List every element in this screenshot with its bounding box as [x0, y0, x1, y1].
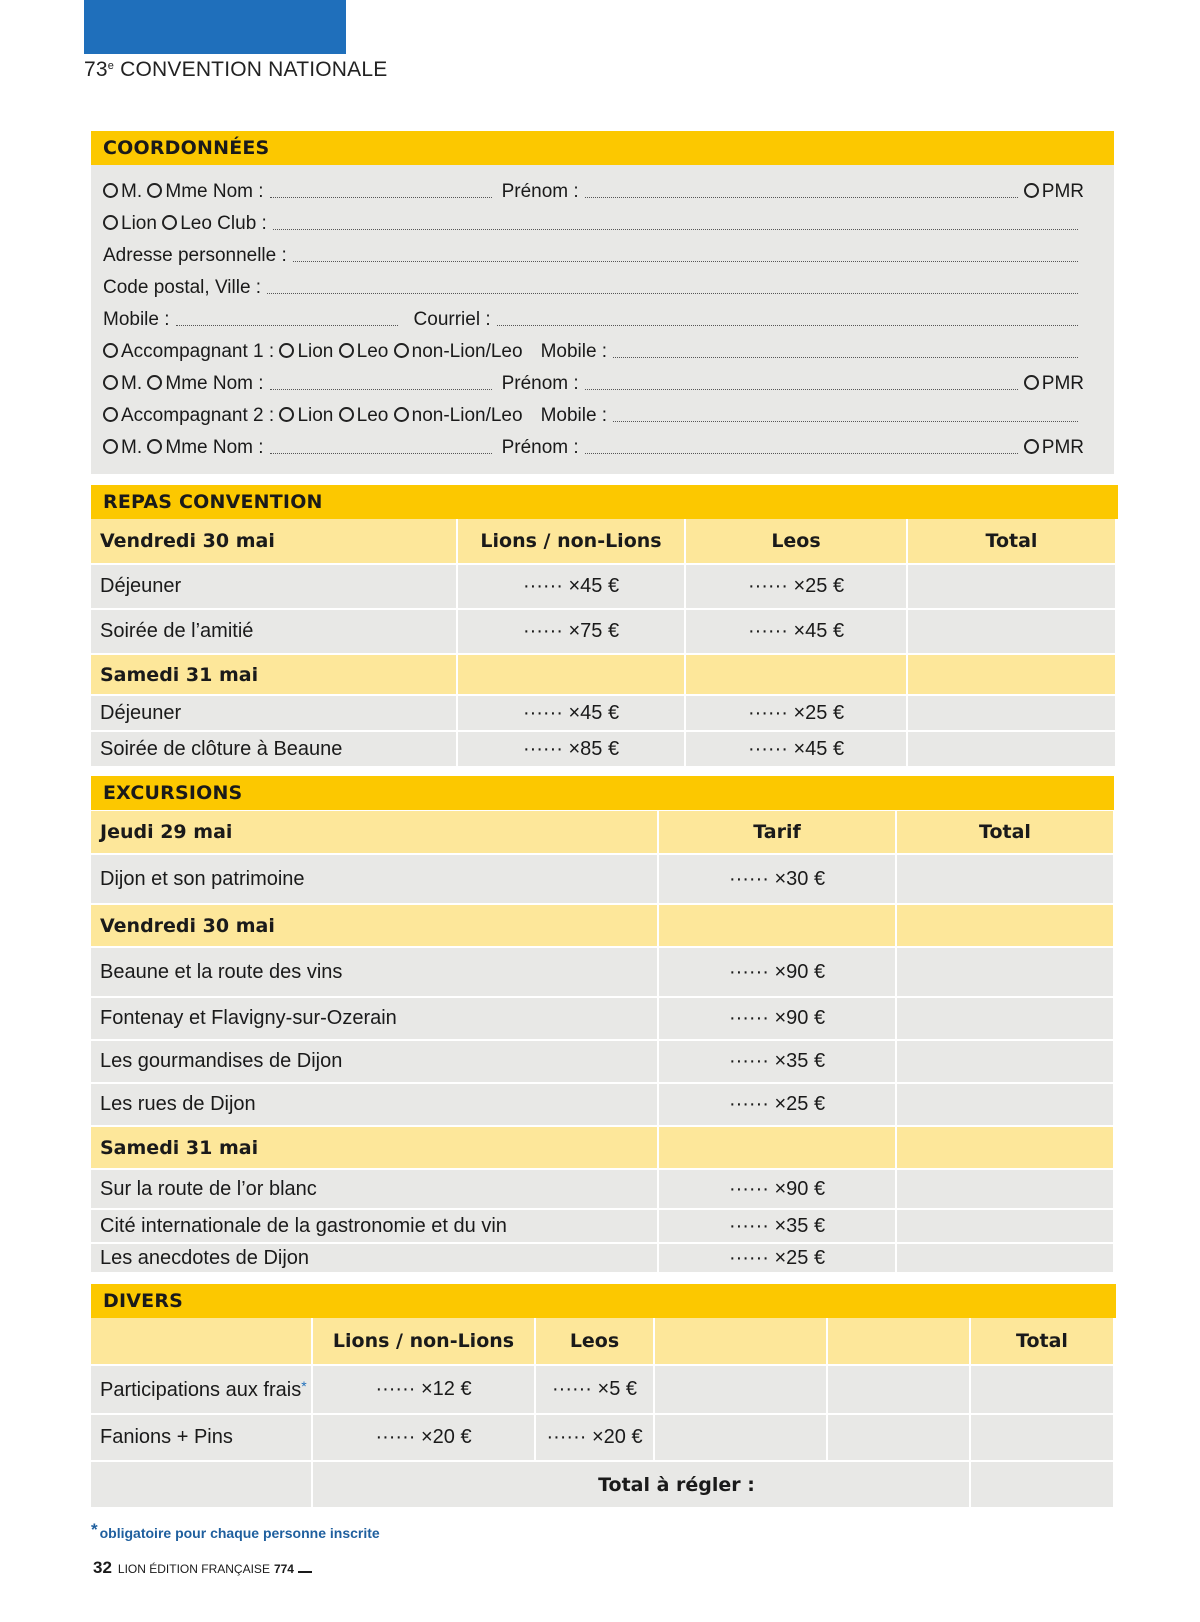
- pmr-label: PMR: [1041, 373, 1084, 394]
- nom-field[interactable]: [270, 197, 492, 198]
- convention-title: CONVENTION NATIONALE: [120, 58, 388, 81]
- divers-label: Fanions + Pins: [91, 1414, 312, 1461]
- total-field[interactable]: [896, 1040, 1114, 1083]
- lions-quantity-field[interactable]: ······ ×75 €: [457, 609, 685, 654]
- excursion-label: Les anecdotes de Dijon: [91, 1243, 658, 1273]
- companion-2-name-row: [103, 433, 1084, 459]
- coordonnees-form: [91, 165, 1114, 474]
- companion-1-row: [103, 337, 1084, 363]
- adresse-field[interactable]: [293, 261, 1078, 262]
- excursion-label: Beaune et la route des vins: [91, 947, 658, 997]
- radio-circle-icon[interactable]: [339, 407, 354, 422]
- lions-quantity-field[interactable]: ······ ×45 €: [457, 695, 685, 731]
- section-repas-title: REPAS CONVENTION: [91, 485, 1118, 519]
- table-row: [91, 609, 1116, 654]
- mobile-label: Mobile :: [103, 309, 170, 330]
- m-option-label: M.: [121, 373, 143, 394]
- col-lions-header: Lions / non-Lions: [457, 519, 685, 564]
- excursion-label: Dijon et son patrimoine: [91, 854, 658, 904]
- leos-quantity-field[interactable]: ······ ×20 €: [535, 1414, 654, 1461]
- lions-quantity-field[interactable]: ······ ×12 €: [312, 1365, 535, 1414]
- mobile-label: Mobile :: [540, 405, 608, 426]
- excursion-label: Les gourmandises de Dijon: [91, 1040, 658, 1083]
- table-row: [91, 1365, 1114, 1414]
- page-header: [84, 58, 387, 82]
- section-coordonnees-title: COORDONNÉES: [91, 131, 1114, 165]
- convention-number: 73: [84, 58, 108, 81]
- leos-quantity-field[interactable]: ······ ×25 €: [685, 564, 907, 609]
- grand-total-label: Total à régler :: [312, 1461, 970, 1508]
- table-header-row: [91, 1318, 1114, 1365]
- tarif-quantity-field[interactable]: ······ ×25 €: [658, 1083, 896, 1126]
- col-total-header: Total: [896, 811, 1114, 854]
- table-header-row: [91, 519, 1116, 564]
- total-field[interactable]: [896, 997, 1114, 1040]
- table-row: [91, 947, 1114, 997]
- lion-label: Lion: [297, 341, 334, 362]
- day-row: [91, 654, 1116, 695]
- lion-label: Lion: [297, 405, 334, 426]
- ordinal-suffix: e: [107, 60, 115, 72]
- total-field[interactable]: [896, 854, 1114, 904]
- courriel-label: Courriel :: [413, 309, 491, 330]
- table-row: [91, 1243, 1114, 1273]
- prenom-field[interactable]: [585, 453, 1018, 454]
- adresse-label: Adresse personnelle :: [103, 245, 287, 266]
- col-leos-header: Leos: [685, 519, 907, 564]
- postal-row: [103, 273, 1084, 299]
- leos-quantity-field[interactable]: ······ ×25 €: [685, 695, 907, 731]
- table-header-row: [91, 811, 1114, 854]
- table-row: [91, 1169, 1114, 1209]
- companion-2-row: [103, 401, 1084, 427]
- leos-quantity-field[interactable]: ······ ×45 €: [685, 609, 907, 654]
- leos-quantity-field[interactable]: ······ ×45 €: [685, 731, 907, 767]
- tarif-quantity-field[interactable]: ······ ×90 €: [658, 947, 896, 997]
- prenom-field[interactable]: [585, 389, 1018, 390]
- person-name-row: [103, 177, 1084, 203]
- total-field[interactable]: [896, 1169, 1114, 1209]
- radio-circle-icon[interactable]: [339, 343, 354, 358]
- m-option-label: M.: [121, 437, 143, 458]
- lions-quantity-field[interactable]: ······ ×85 €: [457, 731, 685, 767]
- tarif-quantity-field[interactable]: ······ ×25 €: [658, 1243, 896, 1273]
- divers-table: [91, 1318, 1115, 1509]
- table-row: [91, 695, 1116, 731]
- footnote-marker: *: [301, 1377, 307, 1394]
- club-field[interactable]: [273, 229, 1078, 230]
- non-lion-leo-label: non-Lion/Leo: [411, 405, 523, 426]
- code-postal-field[interactable]: [267, 293, 1078, 294]
- table-row: [91, 1040, 1114, 1083]
- radio-circle-icon[interactable]: [162, 215, 177, 230]
- day-label: Samedi 31 mai: [91, 654, 457, 695]
- mme-nom-label: Mme Nom :: [165, 437, 264, 458]
- radio-circle-icon[interactable]: [103, 375, 118, 390]
- table-row: [91, 997, 1114, 1040]
- repas-table: [91, 519, 1117, 768]
- lion-label: Lion: [121, 213, 157, 234]
- divers-label: [91, 1365, 312, 1414]
- excursion-label: Sur la route de l’or blanc: [91, 1169, 658, 1209]
- radio-circle-icon[interactable]: [103, 215, 118, 230]
- companion-1-name-row: [103, 369, 1084, 395]
- prenom-label: Prénom :: [501, 437, 579, 458]
- radio-circle-icon[interactable]: [1024, 375, 1039, 390]
- mme-nom-label: Mme Nom :: [165, 373, 264, 394]
- day-label: Samedi 31 mai: [91, 1126, 658, 1169]
- mme-nom-label: Mme Nom :: [165, 181, 264, 202]
- page-number: 32: [93, 1558, 112, 1577]
- radio-circle-icon[interactable]: [103, 407, 118, 422]
- pmr-label: PMR: [1041, 437, 1084, 458]
- section-divers-title: DIVERS: [91, 1284, 1116, 1318]
- table-row: [91, 731, 1116, 767]
- radio-circle-icon[interactable]: [147, 439, 162, 454]
- nom-field[interactable]: [270, 453, 492, 454]
- col-leos-header: Leos: [535, 1318, 654, 1365]
- tarif-quantity-field[interactable]: ······ ×90 €: [658, 1169, 896, 1209]
- code-postal-label: Code postal, Ville :: [103, 277, 262, 298]
- meal-label: Soirée de clôture à Beaune: [91, 731, 457, 767]
- table-row: [91, 1414, 1114, 1461]
- issue-number: 774: [273, 1562, 294, 1576]
- total-field[interactable]: [907, 609, 1116, 654]
- excursion-label: Fontenay et Flavigny-sur-Ozerain: [91, 997, 658, 1040]
- radio-circle-icon[interactable]: [1024, 439, 1039, 454]
- nom-field[interactable]: [270, 389, 492, 390]
- courriel-field[interactable]: [497, 325, 1078, 326]
- day-row: [91, 1126, 1114, 1169]
- radio-circle-icon[interactable]: [147, 183, 162, 198]
- tarif-quantity-field[interactable]: ······ ×35 €: [658, 1040, 896, 1083]
- folio-dash: [298, 1571, 312, 1573]
- section-excursions-title: EXCURSIONS: [91, 776, 1114, 810]
- leos-quantity-field[interactable]: ······ ×5 €: [535, 1365, 654, 1414]
- companion-1-mobile-field[interactable]: [613, 357, 1078, 358]
- day-label: Vendredi 30 mai: [91, 904, 658, 947]
- participation-label: Participations aux frais: [100, 1378, 302, 1401]
- total-field[interactable]: [896, 1243, 1114, 1273]
- excursion-label: Les rues de Dijon: [91, 1083, 658, 1126]
- accompagnant-2-label: Accompagnant 2 :: [121, 405, 275, 426]
- magazine-name: LION ÉDITION FRANÇAISE: [117, 1562, 270, 1576]
- prenom-label: Prénom :: [501, 181, 579, 202]
- total-field[interactable]: [970, 1365, 1114, 1414]
- table-row: [91, 1209, 1114, 1243]
- radio-circle-icon[interactable]: [103, 439, 118, 454]
- excursion-label: Cité internationale de la gastronomie et du vin: [91, 1209, 658, 1243]
- header-color-block: [84, 0, 346, 54]
- footnote: [91, 1520, 380, 1541]
- total-field[interactable]: [907, 564, 1116, 609]
- col-lions-header: Lions / non-Lions: [312, 1318, 535, 1365]
- radio-circle-icon[interactable]: [103, 183, 118, 198]
- total-field[interactable]: [907, 695, 1116, 731]
- radio-circle-icon[interactable]: [103, 343, 118, 358]
- col-tarif-header: Tarif: [658, 811, 896, 854]
- col-total-header: Total: [907, 519, 1116, 564]
- mobile-label: Mobile :: [540, 341, 608, 362]
- lions-quantity-field[interactable]: ······ ×20 €: [312, 1414, 535, 1461]
- radio-circle-icon[interactable]: [394, 343, 409, 358]
- radio-circle-icon[interactable]: [279, 343, 294, 358]
- tarif-quantity-field[interactable]: ······ ×30 €: [658, 854, 896, 904]
- page-folio: [93, 1558, 312, 1578]
- table-row: [91, 1083, 1114, 1126]
- day-header: Jeudi 29 mai: [91, 811, 658, 854]
- excursions-table: [91, 811, 1115, 1274]
- total-field[interactable]: [896, 1083, 1114, 1126]
- prenom-field[interactable]: [585, 197, 1018, 198]
- accompagnant-1-label: Accompagnant 1 :: [121, 341, 275, 362]
- total-field[interactable]: [896, 1209, 1114, 1243]
- pmr-label: PMR: [1041, 181, 1084, 202]
- lions-quantity-field[interactable]: ······ ×45 €: [457, 564, 685, 609]
- meal-label: Déjeuner: [91, 564, 457, 609]
- leo-label: Leo: [356, 405, 389, 426]
- footnote-star: *: [91, 1520, 98, 1539]
- address-row: [103, 241, 1084, 267]
- footnote-text: obligatoire pour chaque personne inscrite: [99, 1525, 380, 1541]
- col-total-header: Total: [970, 1318, 1114, 1365]
- club-row: [103, 209, 1084, 235]
- leo-club-label: Leo Club :: [180, 213, 267, 234]
- radio-circle-icon[interactable]: [1024, 183, 1039, 198]
- tarif-quantity-field[interactable]: ······ ×90 €: [658, 997, 896, 1040]
- m-option-label: M.: [121, 181, 143, 202]
- table-row: [91, 564, 1116, 609]
- day-row: [91, 904, 1114, 947]
- companion-2-mobile-field[interactable]: [613, 421, 1078, 422]
- radio-circle-icon[interactable]: [394, 407, 409, 422]
- total-field[interactable]: [896, 947, 1114, 997]
- radio-circle-icon[interactable]: [279, 407, 294, 422]
- leo-label: Leo: [356, 341, 389, 362]
- grand-total-field[interactable]: [970, 1461, 1114, 1508]
- radio-circle-icon[interactable]: [147, 375, 162, 390]
- grand-total-row: [91, 1461, 1114, 1508]
- prenom-label: Prénom :: [501, 373, 579, 394]
- meal-label: Déjeuner: [91, 695, 457, 731]
- mobile-field[interactable]: [176, 325, 398, 326]
- meal-label: Soirée de l’amitié: [91, 609, 457, 654]
- tarif-quantity-field[interactable]: ······ ×35 €: [658, 1209, 896, 1243]
- total-field[interactable]: [970, 1414, 1114, 1461]
- non-lion-leo-label: non-Lion/Leo: [411, 341, 523, 362]
- table-row: [91, 854, 1114, 904]
- total-field[interactable]: [907, 731, 1116, 767]
- contact-row: [103, 305, 1084, 331]
- day-header: Vendredi 30 mai: [91, 519, 457, 564]
